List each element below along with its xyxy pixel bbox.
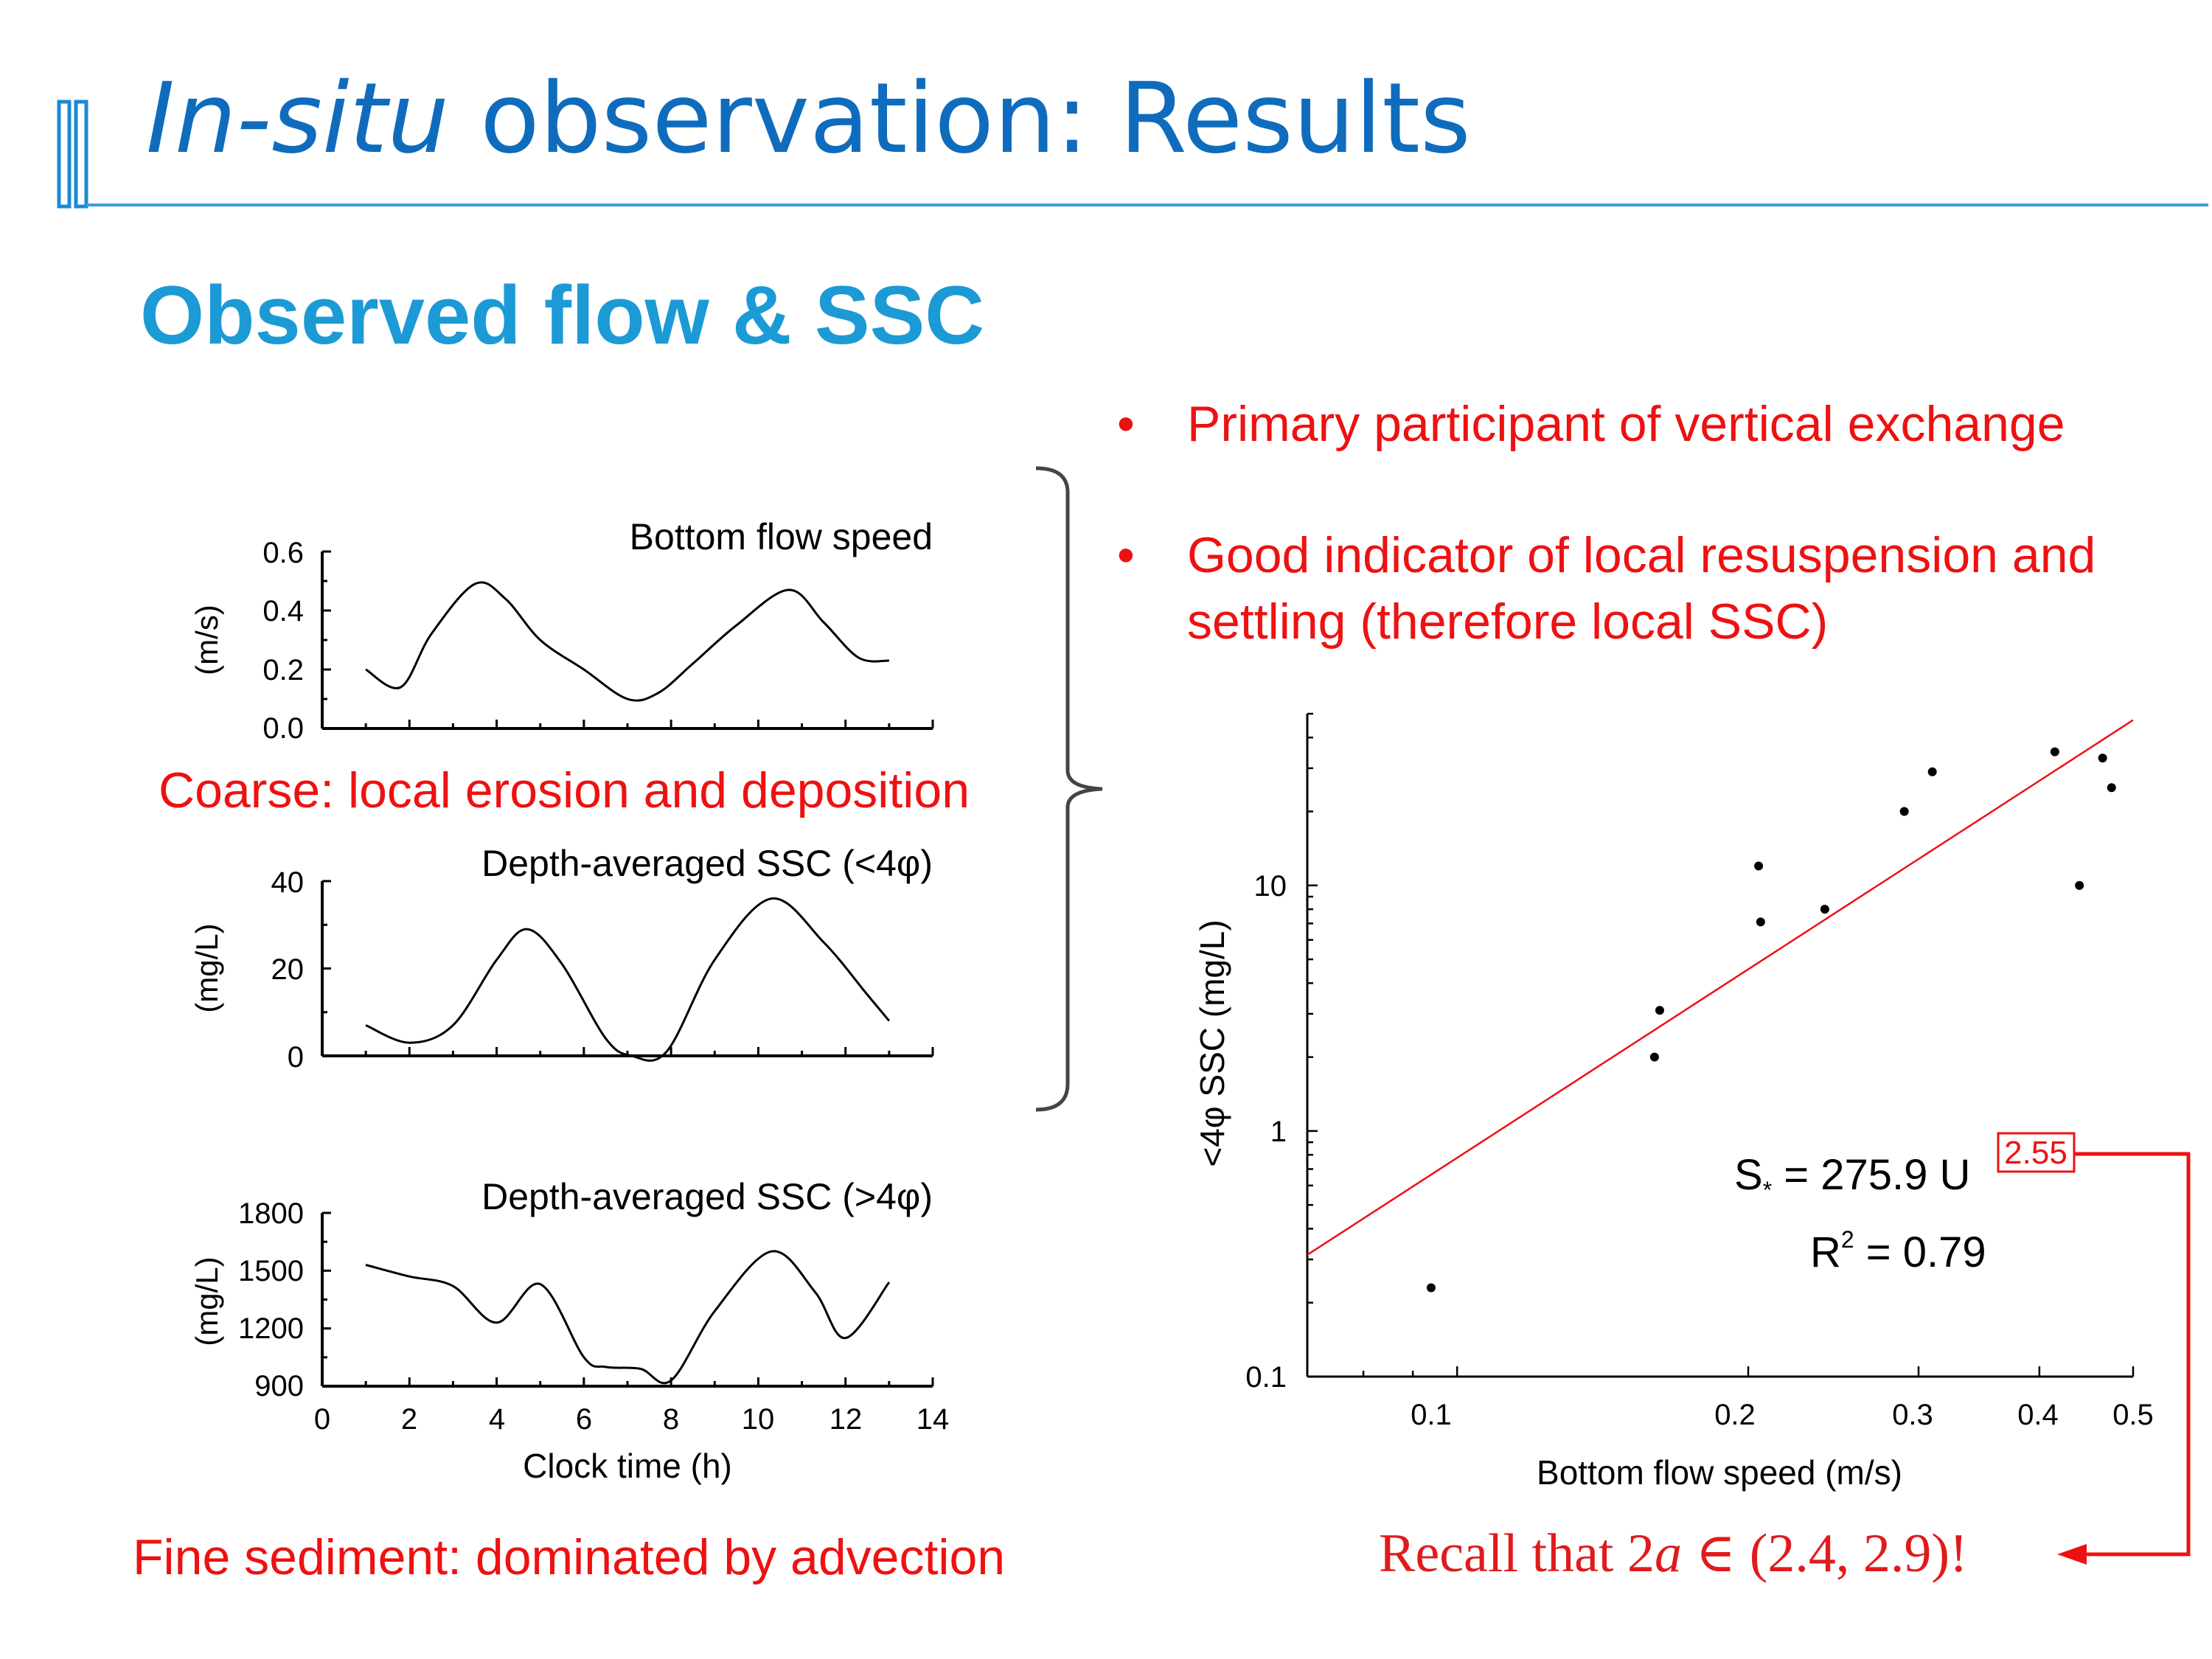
x-tick-label: 10 (741, 1403, 775, 1436)
data-point (2107, 783, 2116, 792)
data-point (1650, 1053, 1659, 1062)
y-axis-label: (mg/L) (189, 1256, 224, 1346)
x-tick-label: 6 (575, 1403, 593, 1436)
y-tick-label: 0.1 (1245, 1361, 1287, 1394)
fit-equation: $S_* = 275.9$ U (1734, 1151, 1971, 1203)
brace (1036, 468, 1102, 1110)
series-line (366, 582, 889, 700)
fine-label: Fine sediment: dominated by advection (133, 1529, 1006, 1585)
bullet-marker: • (1117, 527, 1135, 583)
y-tick-label: 1500 (238, 1255, 304, 1287)
series-line (366, 1251, 889, 1383)
data-point (2075, 881, 2084, 890)
arrow-head-icon (2057, 1544, 2087, 1565)
recall-note: Recall that 2a ∈ (2.4, 2.9)! (1379, 1523, 1968, 1584)
subtitle: Observed flow & SSC (140, 269, 985, 361)
exponent-arrow (2068, 1154, 2188, 1554)
x-tick-label: 12 (829, 1403, 863, 1436)
y-tick-label: 20 (271, 953, 304, 986)
y-tick-label: 1800 (238, 1197, 304, 1230)
y-tick-label: 10 (1253, 870, 1287, 902)
y-axis-label: (mg/L) (189, 923, 224, 1013)
y-tick-label: 0.2 (262, 654, 304, 686)
x-tick-label: 14 (916, 1403, 950, 1436)
y-tick-label: 40 (271, 866, 304, 899)
bullet-text-line-2: settling (therefore local SSC) (1187, 594, 1829, 650)
data-point (1754, 861, 1763, 870)
chart-ssc-fine (189, 843, 933, 1074)
y-tick-label: 0.6 (262, 537, 304, 569)
series-line (366, 898, 889, 1060)
x-axis-label: Bottom flow speed (m/s) (1537, 1453, 1902, 1492)
y-tick-label: 0.0 (262, 712, 304, 745)
r-squared: $R^2 = 0.79$ (1810, 1226, 1986, 1276)
fit-exponent: 2.55 (2004, 1135, 2067, 1171)
data-point (1820, 905, 1829, 914)
x-tick-label: 0.1 (1411, 1399, 1452, 1431)
data-point (2098, 754, 2107, 762)
y-tick-label: 900 (254, 1370, 304, 1402)
chart-scatter-ssc-vs-speed (1193, 714, 2154, 1492)
x-tick-label: 0 (313, 1403, 331, 1436)
bullet-text-line-1: Good indicator of local resuspension and (1187, 527, 2096, 583)
chart-ssc-coarse (189, 1176, 949, 1485)
fit-line (1307, 720, 2133, 1255)
chart-bottom-flow-speed (189, 516, 933, 745)
data-point (1900, 807, 1909, 816)
x-tick-label: 8 (662, 1403, 680, 1436)
x-axis-label: Clock time (h) (523, 1447, 732, 1485)
chart-title: Depth-averaged SSC (>4φ) (481, 1176, 933, 1217)
y-tick-label: 0.4 (262, 595, 304, 627)
page-title: In-situ observation: Results (146, 62, 1471, 175)
y-axis-label: (m/s) (189, 605, 224, 675)
x-tick-label: 0.3 (1892, 1399, 1933, 1431)
bullet-marker: • (1117, 396, 1135, 452)
y-tick-label: 1200 (238, 1312, 304, 1345)
data-point (1928, 768, 1937, 776)
x-tick-label: 4 (488, 1403, 506, 1436)
data-point (1655, 1006, 1664, 1015)
data-point (1427, 1284, 1436, 1293)
chart-title: Bottom flow speed (629, 516, 933, 557)
coarse-label: Coarse: local erosion and deposition (159, 762, 970, 818)
y-tick-label: 0 (287, 1041, 304, 1074)
data-point (1756, 917, 1765, 926)
x-tick-label: 2 (400, 1403, 418, 1436)
bullet-text: Primary participant of vertical exchange (1187, 396, 2065, 452)
data-point (2051, 748, 2059, 757)
x-tick-label: 0.5 (2112, 1399, 2154, 1431)
x-tick-label: 0.2 (1714, 1399, 1756, 1431)
y-axis-label: <4φ SSC (mg/L) (1193, 919, 1231, 1167)
y-tick-label: 1 (1270, 1116, 1287, 1148)
chart-title: Depth-averaged SSC (<4φ) (481, 843, 933, 884)
x-tick-label: 0.4 (2017, 1399, 2059, 1431)
